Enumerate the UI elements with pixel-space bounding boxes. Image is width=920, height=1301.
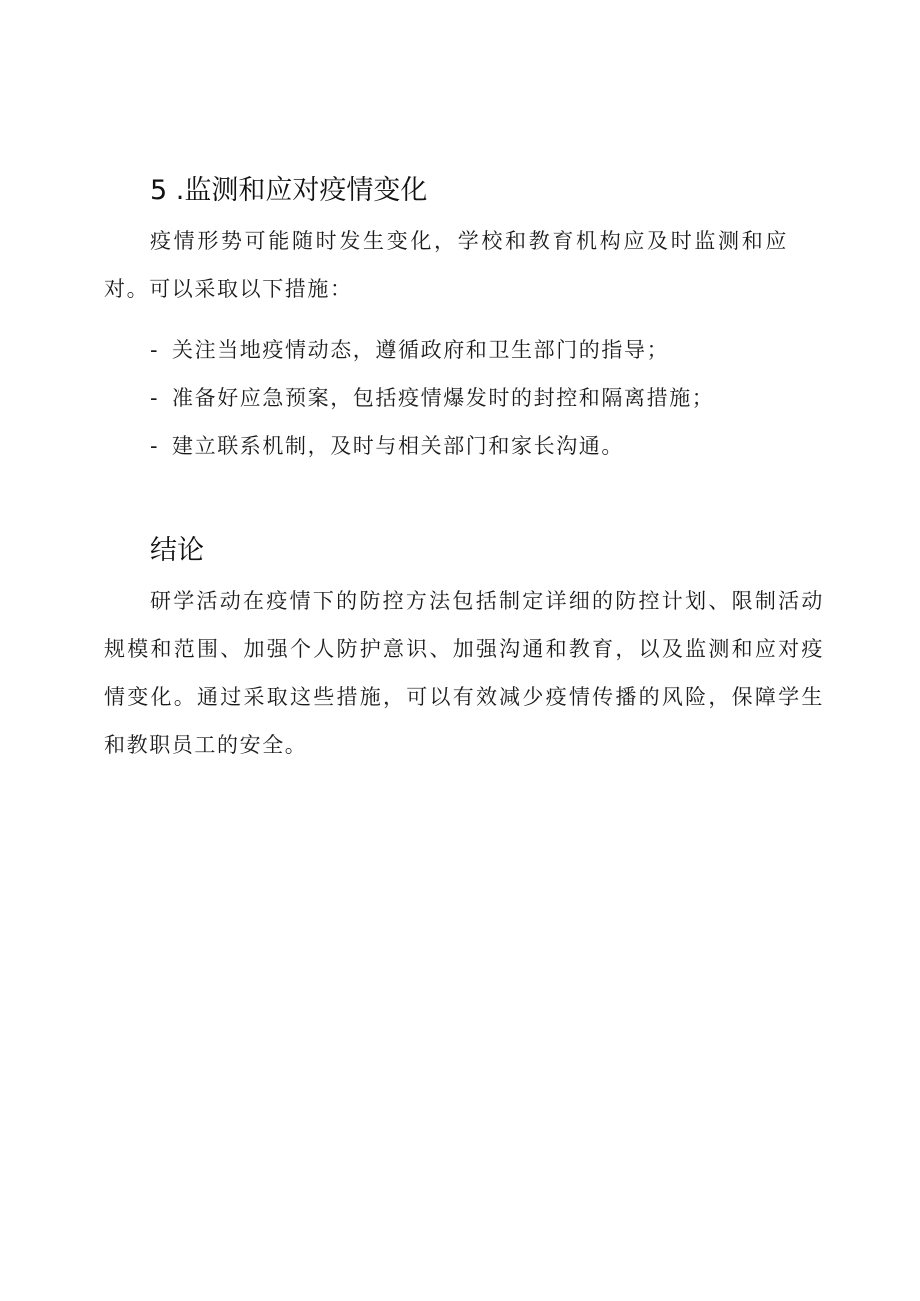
section-heading-monitoring: 5 .监测和应对疫情变化: [150, 175, 428, 206]
list-item: [150, 326, 714, 374]
list-item-text: 关注当地疫情动态，遵循政府和卫生部门的指导；: [172, 338, 670, 362]
conclusion-paragraph: 研学活动在疫情下的防控方法包括制定详细的防控计划、限制活动规模和范围、加强个人防护意识、加强沟通和教育，以及监测和应对疫情变化。通过采取这些措施，可以有效减少疫情传播的风险，保障学生和教职员工的安全。: [104, 589, 824, 757]
list-item: [150, 422, 714, 470]
section-intro-paragraph: 疫情形势可能随时发生变化，学校和教育机构应及时监测和应对。可以采取以下措施：: [104, 229, 788, 301]
list-item-text: 准备好应急预案，包括疫情爆发时的封控和隔离措施；: [172, 386, 715, 410]
bullet-dash: -: [150, 338, 158, 362]
list-item: [150, 374, 714, 422]
conclusion-heading: 结论: [150, 535, 204, 566]
measures-list: [150, 326, 714, 470]
bullet-dash: -: [150, 434, 158, 458]
bullet-dash: -: [150, 386, 158, 410]
list-item-text: 建立联系机制，及时与相关部门和家长沟通。: [172, 434, 624, 458]
